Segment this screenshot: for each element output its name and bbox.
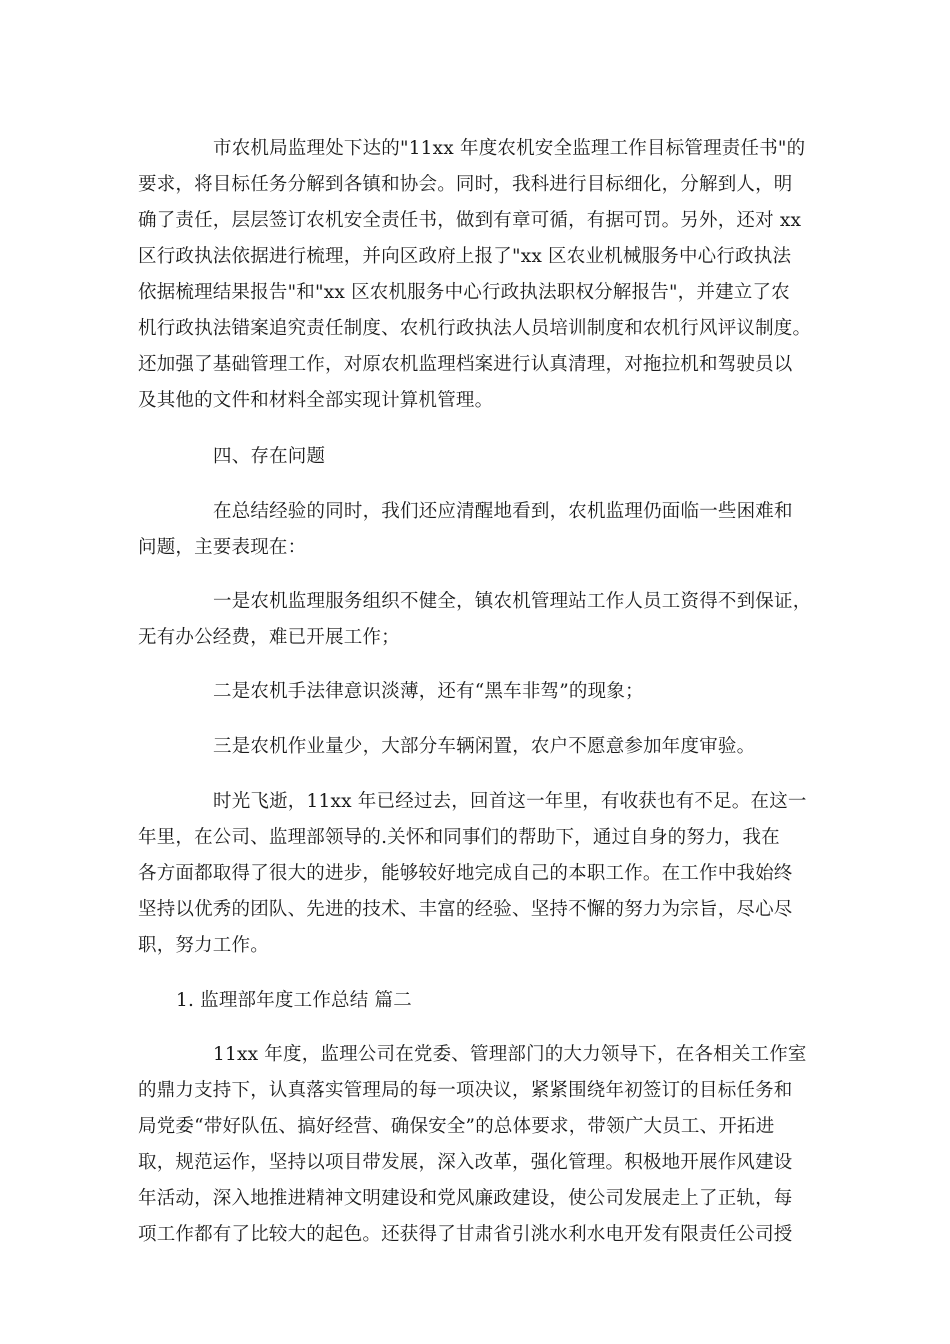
paragraph-line: 机行政执法错案追究责任制度、农机行政执法人员培训制度和农机行风评议制度。 xyxy=(138,318,812,339)
paragraph-line: 各方面都取得了很大的进步，能够较好地完成自己的本职工作。在工作中我始终 xyxy=(138,863,793,884)
section-title: 1. 监理部年度工作总结 篇二 xyxy=(176,990,412,1011)
paragraph-line: 一是农机监理服务组织不健全，镇农机管理站工作人员工资得不到保证， xyxy=(213,591,812,612)
paragraph-line: 年活动，深入地推进精神文明建设和党风廉政建设，使公司发展走上了正轨，每 xyxy=(138,1188,793,1209)
paragraph-line: 局党委“带好队伍、搞好经营、确保安全”的总体要求，带领广大员工、开拓进 xyxy=(138,1116,775,1137)
paragraph-line: 职，努力工作。 xyxy=(138,935,269,956)
paragraph-line: 取，规范运作，坚持以项目带发展，深入改革，强化管理。积极地开展作风建设 xyxy=(138,1152,793,1173)
paragraph-line: 市农机局监理处下达的"11xx 年度农机安全监理工作目标管理责任书"的 xyxy=(213,138,806,159)
paragraph-line: 在总结经验的同时，我们还应清醒地看到，农机监理仍面临一些困难和 xyxy=(213,501,793,522)
section-heading: 四、存在问题 xyxy=(213,446,326,467)
paragraph-line: 确了责任，层层签订农机安全责任书，做到有章可循，有据可罚。另外，还对 xx xyxy=(138,210,802,231)
paragraph-line: 二是农机手法律意识淡薄，还有“黑车非驾”的现象； xyxy=(213,681,644,702)
paragraph-line: 年里，在公司、监理部领导的.关怀和同事们的帮助下，通过自身的努力，我在 xyxy=(138,827,780,848)
paragraph-line: 11xx 年度，监理公司在党委、管理部门的大力领导下，在各相关工作室 xyxy=(213,1044,807,1065)
paragraph-line: 项工作都有了比较大的起色。还获得了甘肃省引洮水利水电开发有限责任公司授 xyxy=(138,1224,793,1245)
paragraph-line: 的鼎力支持下，认真落实管理局的每一项决议，紧紧围绕年初签订的目标任务和 xyxy=(138,1080,793,1101)
paragraph-line: 无有办公经费，难已开展工作； xyxy=(138,627,400,648)
paragraph-line: 三是农机作业量少，大部分车辆闲置，农户不愿意参加年度审验。 xyxy=(213,736,756,757)
paragraph-line: 时光飞逝，11xx 年已经过去，回首这一年里，有收获也有不足。在这一 xyxy=(213,791,807,812)
paragraph-line: 区行政执法依据进行梳理，并向区政府上报了"xx 区农业机械服务中心行政执法 xyxy=(138,246,792,267)
paragraph-line: 依据梳理结果报告"和"xx 区农机服务中心行政执法职权分解报告"，并建立了农 xyxy=(138,282,790,303)
paragraph-line: 要求，将目标任务分解到各镇和协会。同时，我科进行目标细化，分解到人，明 xyxy=(138,174,793,195)
paragraph-line: 问题，主要表现在： xyxy=(138,537,307,558)
paragraph-line: 还加强了基础管理工作，对原农机监理档案进行认真清理，对拖拉机和驾驶员以 xyxy=(138,354,793,375)
paragraph-line: 坚持以优秀的团队、先进的技术、丰富的经验、坚持不懈的努力为宗旨，尽心尽 xyxy=(138,899,793,920)
paragraph-line: 及其他的文件和材料全部实现计算机管理。 xyxy=(138,390,494,411)
